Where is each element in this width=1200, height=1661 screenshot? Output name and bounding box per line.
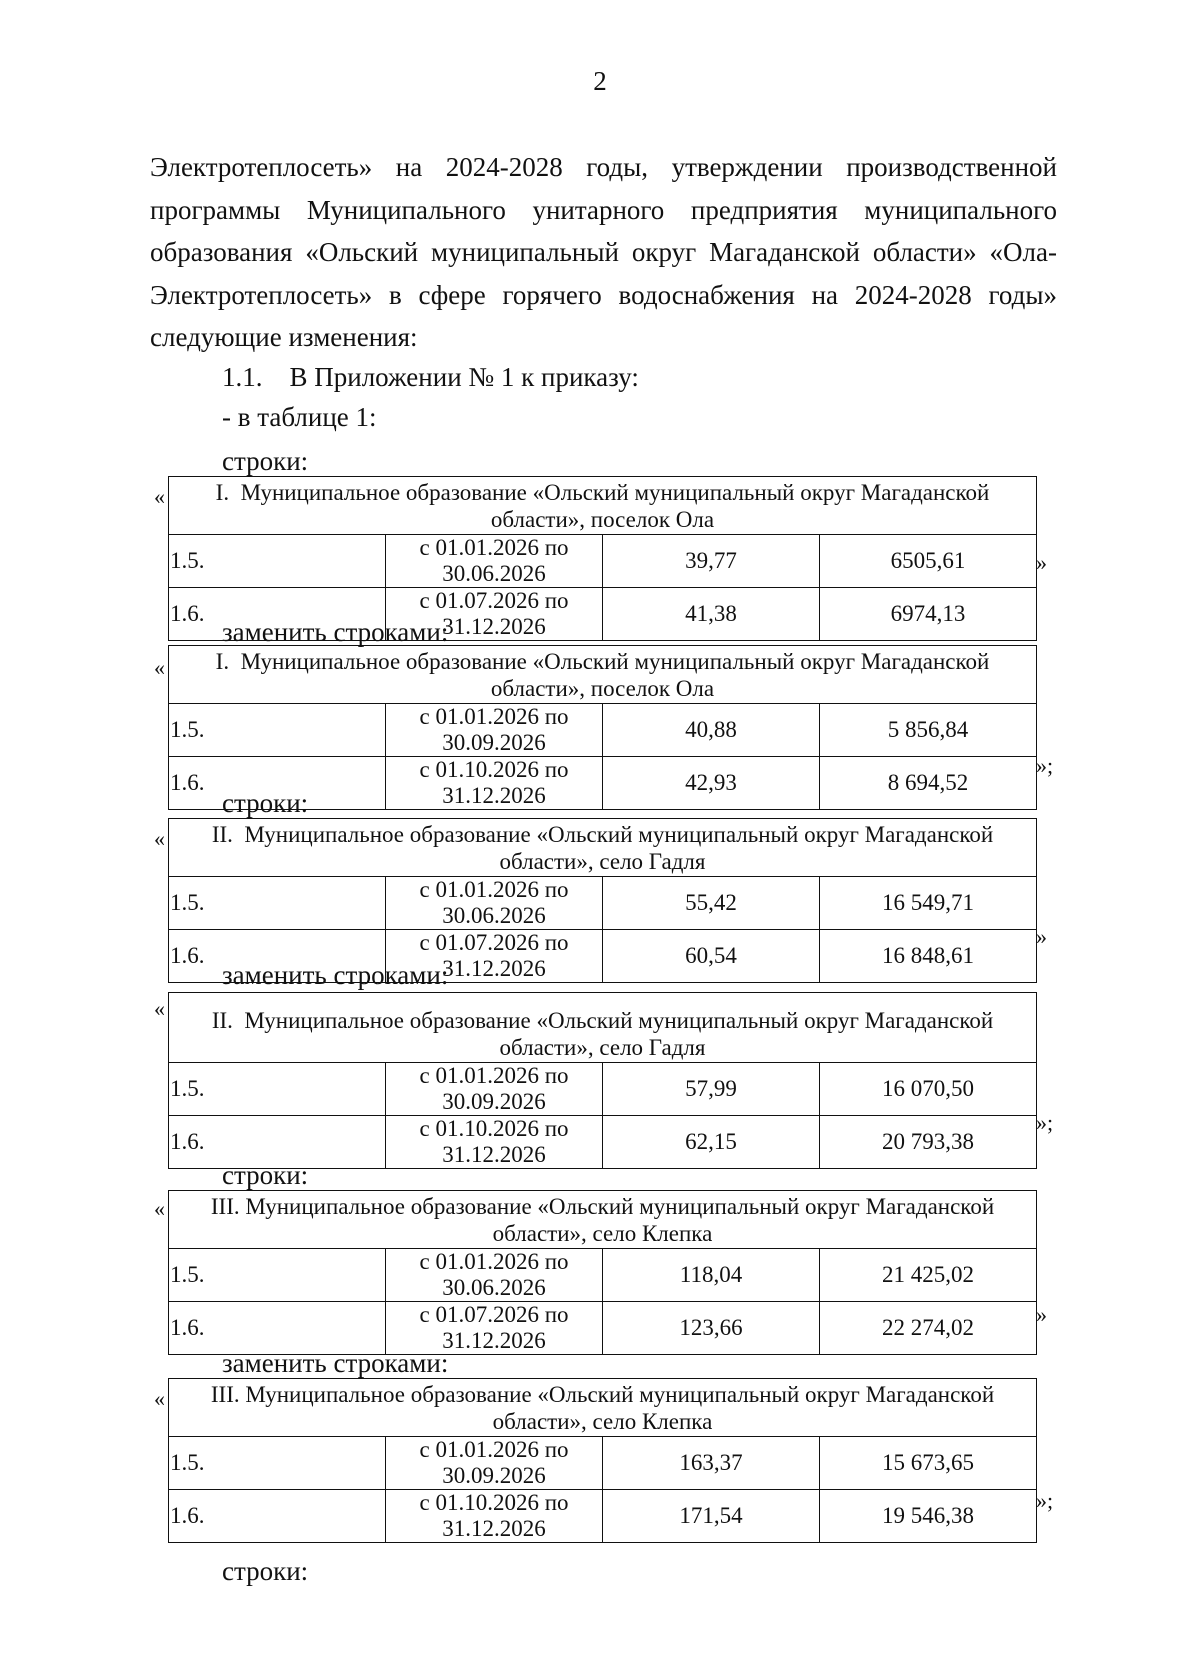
close-quote: » — [1036, 1302, 1047, 1327]
row-number: 1.6. — [169, 1116, 386, 1169]
block-label: заменить строками: — [222, 617, 449, 647]
table-row — [169, 1302, 1037, 1355]
intro-paragraph — [150, 146, 1057, 359]
row-value-2: 20 793,38 — [820, 1116, 1037, 1169]
row-period: с 01.01.2026 по 30.09.2026 — [386, 1437, 603, 1490]
row-value-2: 5 856,84 — [820, 704, 1037, 757]
block-label: строки: — [222, 1160, 309, 1190]
open-quote: « — [154, 655, 165, 680]
row-value-2: 8 694,52 — [820, 757, 1037, 810]
row-number: 1.6. — [169, 588, 386, 641]
row-period: с 01.01.2026 по 30.06.2026 — [386, 535, 603, 588]
trailing-label: строки: — [222, 1556, 309, 1586]
row-value-1: 123,66 — [603, 1302, 820, 1355]
tariff-table — [168, 1378, 1037, 1543]
row-value-2: 16 549,71 — [820, 877, 1037, 930]
intro-line: Электротеплосеть» в сфере горячего водоснабжения на 2024-2028 годы» — [150, 279, 1057, 310]
table-row — [169, 1490, 1037, 1543]
table-heading-row — [169, 819, 1037, 877]
tariff-table — [168, 992, 1037, 1169]
row-period: с 01.10.2026 по 31.12.2026 — [386, 1490, 603, 1543]
row-value-1: 42,93 — [603, 757, 820, 810]
territory-heading: III. Муниципальное образование «Ольский муниципальный округ Магаданской области», село Клепка — [169, 1191, 1037, 1249]
open-quote: « — [154, 484, 165, 509]
row-value-2: 19 546,38 — [820, 1490, 1037, 1543]
row-value-1: 163,37 — [603, 1437, 820, 1490]
table-row — [169, 704, 1037, 757]
row-value-1: 118,04 — [603, 1249, 820, 1302]
row-value-1: 171,54 — [603, 1490, 820, 1543]
territory-heading: III. Муниципальное образование «Ольский муниципальный округ Магаданской области», село Клепка — [169, 1379, 1037, 1437]
table-heading-row — [169, 477, 1037, 535]
close-quote: »; — [1036, 1110, 1054, 1135]
intro-line: программы Муниципального унитарного предприятия муниципального — [150, 194, 1057, 225]
row-value-1: 60,54 — [603, 930, 820, 983]
intro-line: образования «Ольский муниципальный округ Магаданской области» «Ола- — [150, 237, 1057, 267]
intro-line: Электротеплосеть» на 2024-2028 годы, утверждении производственной — [150, 152, 1057, 182]
row-period: с 01.07.2026 по 31.12.2026 — [386, 930, 603, 983]
table-row — [169, 1437, 1037, 1490]
table-row — [169, 877, 1037, 930]
territory-heading: I. Муниципальное образование «Ольский муниципальный округ Магаданской области», поселок Ола — [169, 646, 1037, 704]
table-heading-row — [169, 1379, 1037, 1437]
row-value-2: 6505,61 — [820, 535, 1037, 588]
territory-heading: II. Муниципальное образование «Ольский муниципальный округ Магаданской области», село Гадля — [169, 993, 1037, 1063]
table-row — [169, 1063, 1037, 1116]
subitem-heading: - в таблице 1: — [222, 402, 377, 432]
table-heading-row — [169, 993, 1037, 1063]
close-quote: » — [1036, 550, 1047, 575]
territory-heading: II. Муниципальное образование «Ольский муниципальный округ Магаданской области», село Гадля — [169, 819, 1037, 877]
row-number: 1.5. — [169, 535, 386, 588]
row-value-2: 16 848,61 — [820, 930, 1037, 983]
row-period: с 01.10.2026 по 31.12.2026 — [386, 757, 603, 810]
territory-heading: I. Муниципальное образование «Ольский муниципальный округ Магаданской области», поселок Ола — [169, 477, 1037, 535]
row-value-2: 21 425,02 — [820, 1249, 1037, 1302]
table-row — [169, 535, 1037, 588]
row-value-2: 16 070,50 — [820, 1063, 1037, 1116]
open-quote: « — [154, 1386, 165, 1411]
tariff-table — [168, 645, 1037, 810]
block-label: строки: — [222, 788, 309, 818]
table-row — [169, 1249, 1037, 1302]
table-heading-row — [169, 646, 1037, 704]
row-period: с 01.10.2026 по 31.12.2026 — [386, 1116, 603, 1169]
row-number: 1.6. — [169, 930, 386, 983]
block-label: заменить строками: — [222, 1348, 449, 1378]
close-quote: » — [1036, 924, 1047, 949]
row-value-2: 22 274,02 — [820, 1302, 1037, 1355]
row-period: с 01.07.2026 по 31.12.2026 — [386, 1302, 603, 1355]
row-value-1: 39,77 — [603, 535, 820, 588]
open-quote: « — [154, 1196, 165, 1221]
close-quote: »; — [1036, 1488, 1054, 1513]
row-value-1: 55,42 — [603, 877, 820, 930]
row-value-1: 62,15 — [603, 1116, 820, 1169]
row-value-1: 40,88 — [603, 704, 820, 757]
open-quote: « — [154, 826, 165, 851]
row-number: 1.5. — [169, 1249, 386, 1302]
row-number: 1.5. — [169, 877, 386, 930]
row-value-1: 57,99 — [603, 1063, 820, 1116]
row-period: с 01.07.2026 по 31.12.2026 — [386, 588, 603, 641]
row-value-1: 41,38 — [603, 588, 820, 641]
block-label: строки: — [222, 446, 309, 476]
row-value-2: 6974,13 — [820, 588, 1037, 641]
page-number: 2 — [593, 66, 607, 96]
intro-line: следующие изменения: — [150, 322, 418, 352]
open-quote: « — [154, 996, 165, 1021]
row-value-2: 15 673,65 — [820, 1437, 1037, 1490]
row-period: с 01.01.2026 по 30.06.2026 — [386, 1249, 603, 1302]
row-period: с 01.01.2026 по 30.09.2026 — [386, 1063, 603, 1116]
close-quote: »; — [1036, 753, 1054, 778]
table-heading-row — [169, 1191, 1037, 1249]
row-period: с 01.01.2026 по 30.09.2026 — [386, 704, 603, 757]
item-heading: 1.1. В Приложении № 1 к приказу: — [222, 362, 639, 392]
tariff-table — [168, 818, 1037, 983]
row-number: 1.6. — [169, 1490, 386, 1543]
row-number: 1.5. — [169, 704, 386, 757]
row-number: 1.6. — [169, 1302, 386, 1355]
block-label: заменить строками: — [222, 960, 449, 990]
row-number: 1.6. — [169, 757, 386, 810]
row-period: с 01.01.2026 по 30.06.2026 — [386, 877, 603, 930]
row-number: 1.5. — [169, 1437, 386, 1490]
tariff-table — [168, 1190, 1037, 1355]
row-number: 1.5. — [169, 1063, 386, 1116]
